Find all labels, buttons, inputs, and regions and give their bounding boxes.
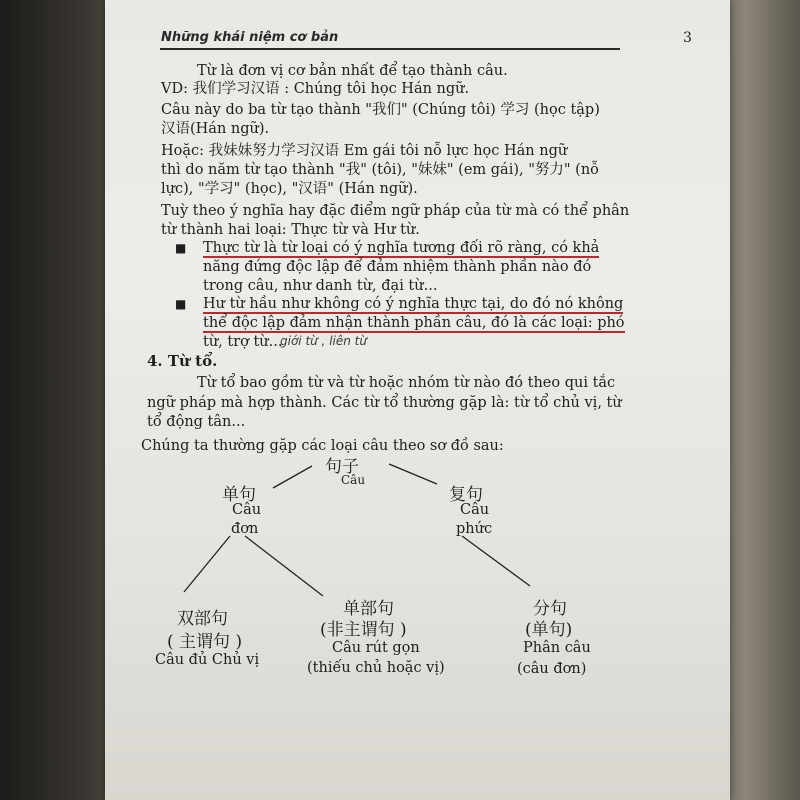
- tree-simple-vietnamese: Câu: [232, 502, 262, 518]
- paragraph-line: 汉语(Hán ngữ).: [161, 121, 270, 137]
- connector-root-simple: [273, 466, 312, 488]
- bullet-line-text: Hư từ hầu như không có ý nghĩa thực tại, do đó nó không: [203, 296, 624, 312]
- tree-reduced-chinese: 单部句: [343, 599, 394, 619]
- tree-full-chinese: 双部句: [177, 609, 228, 629]
- tree-root-vietnamese: Câu: [341, 473, 366, 487]
- bullet-line: trong câu, như danh từ, đại từ...: [203, 278, 438, 294]
- section-line: Từ tổ bao gồm từ và từ hoặc nhóm từ nào đó theo qui tắc: [197, 375, 616, 391]
- paragraph-line: Từ là đơn vị cơ bản nhất để tạo thành câu.: [197, 63, 508, 79]
- paragraph-line: lực), "学习" (học), "汉语" (Hán ngữ).: [161, 181, 418, 197]
- tree-complex-vietnamese: phức: [456, 521, 493, 537]
- tree-divided-vietnamese: Phân câu: [523, 640, 591, 656]
- book-page: [105, 0, 730, 800]
- running-header-title: Những khái niệm cơ bản: [161, 30, 339, 45]
- connector-complex-divided: [462, 536, 530, 586]
- tree-divided-chinese-paren: (单句): [525, 620, 573, 640]
- tree-reduced-chinese-paren: (非主谓句 ): [320, 620, 407, 640]
- bullet-line-text: thể độc lập đảm nhận thành phần câu, đó là các loại: phó: [203, 315, 625, 331]
- tree-reduced-vietnamese-note: (thiếu chủ hoặc vị): [307, 660, 445, 676]
- tree-reduced-vietnamese: Câu rút gọn: [332, 640, 420, 656]
- desk-background-left: [0, 0, 108, 800]
- section-line: ngữ pháp mà hợp thành. Các từ tổ thường gặp là: từ tổ chủ vị, từ: [147, 395, 622, 411]
- bullet-marker: ■: [175, 297, 187, 311]
- tree-divided-chinese: 分句: [533, 599, 567, 619]
- tree-full-vietnamese: Câu đủ Chủ vị: [155, 652, 260, 668]
- sentence-tree-connectors: [105, 0, 730, 800]
- page-number: 3: [683, 30, 692, 46]
- bullet-line-text: Thực từ là từ loại có ý nghĩa tương đối rõ ràng, có khả: [203, 240, 600, 256]
- paragraph-line: Hoặc: 我妹妹努力学习汉语 Em gái tôi nỗ lực học Hán ngữ: [161, 143, 568, 159]
- tree-simple-chinese: 单句: [222, 485, 256, 505]
- tree-simple-vietnamese: đơn: [231, 521, 259, 537]
- paragraph-line: thì do năm từ tạo thành "我" (tôi), "妹妹" (em gái), "努力" (nỗ: [161, 162, 600, 178]
- handwritten-note: giới từ , liên từ: [280, 334, 367, 348]
- diagram-intro: Chúng ta thường gặp các loại câu theo sơ đồ sau:: [141, 438, 504, 454]
- tree-root-chinese: 句子: [325, 457, 359, 477]
- tree-divided-vietnamese-note: (câu đơn): [517, 661, 587, 677]
- section-heading: 4. Từ tổ.: [147, 352, 218, 370]
- connector-simple-reduced: [245, 536, 323, 596]
- bullet-line: năng đứng độc lập để đảm nhiệm thành phần nào đó: [203, 259, 592, 275]
- tree-complex-vietnamese: Câu: [460, 502, 490, 518]
- paragraph-line: VD: 我们学习汉语 : Chúng tôi học Hán ngữ.: [161, 81, 470, 97]
- connector-simple-full: [184, 536, 230, 592]
- paragraph-line: từ thành hai loại: Thực từ và Hư từ.: [161, 222, 420, 238]
- tree-complex-chinese: 复句: [449, 485, 483, 505]
- paragraph-line: Tuỳ theo ý nghĩa hay đặc điểm ngữ pháp của từ mà có thể phân: [161, 203, 630, 219]
- bullet-line: từ, trợ từ...: [203, 334, 283, 350]
- connector-root-complex: [389, 464, 437, 484]
- section-line: tổ động tân...: [147, 414, 246, 430]
- paragraph-line: Câu này do ba từ tạo thành "我们" (Chúng tôi) 学习 (học tập): [161, 102, 600, 118]
- bullet-marker: ■: [175, 241, 187, 255]
- tree-full-chinese-paren: ( 主谓句 ): [167, 632, 243, 652]
